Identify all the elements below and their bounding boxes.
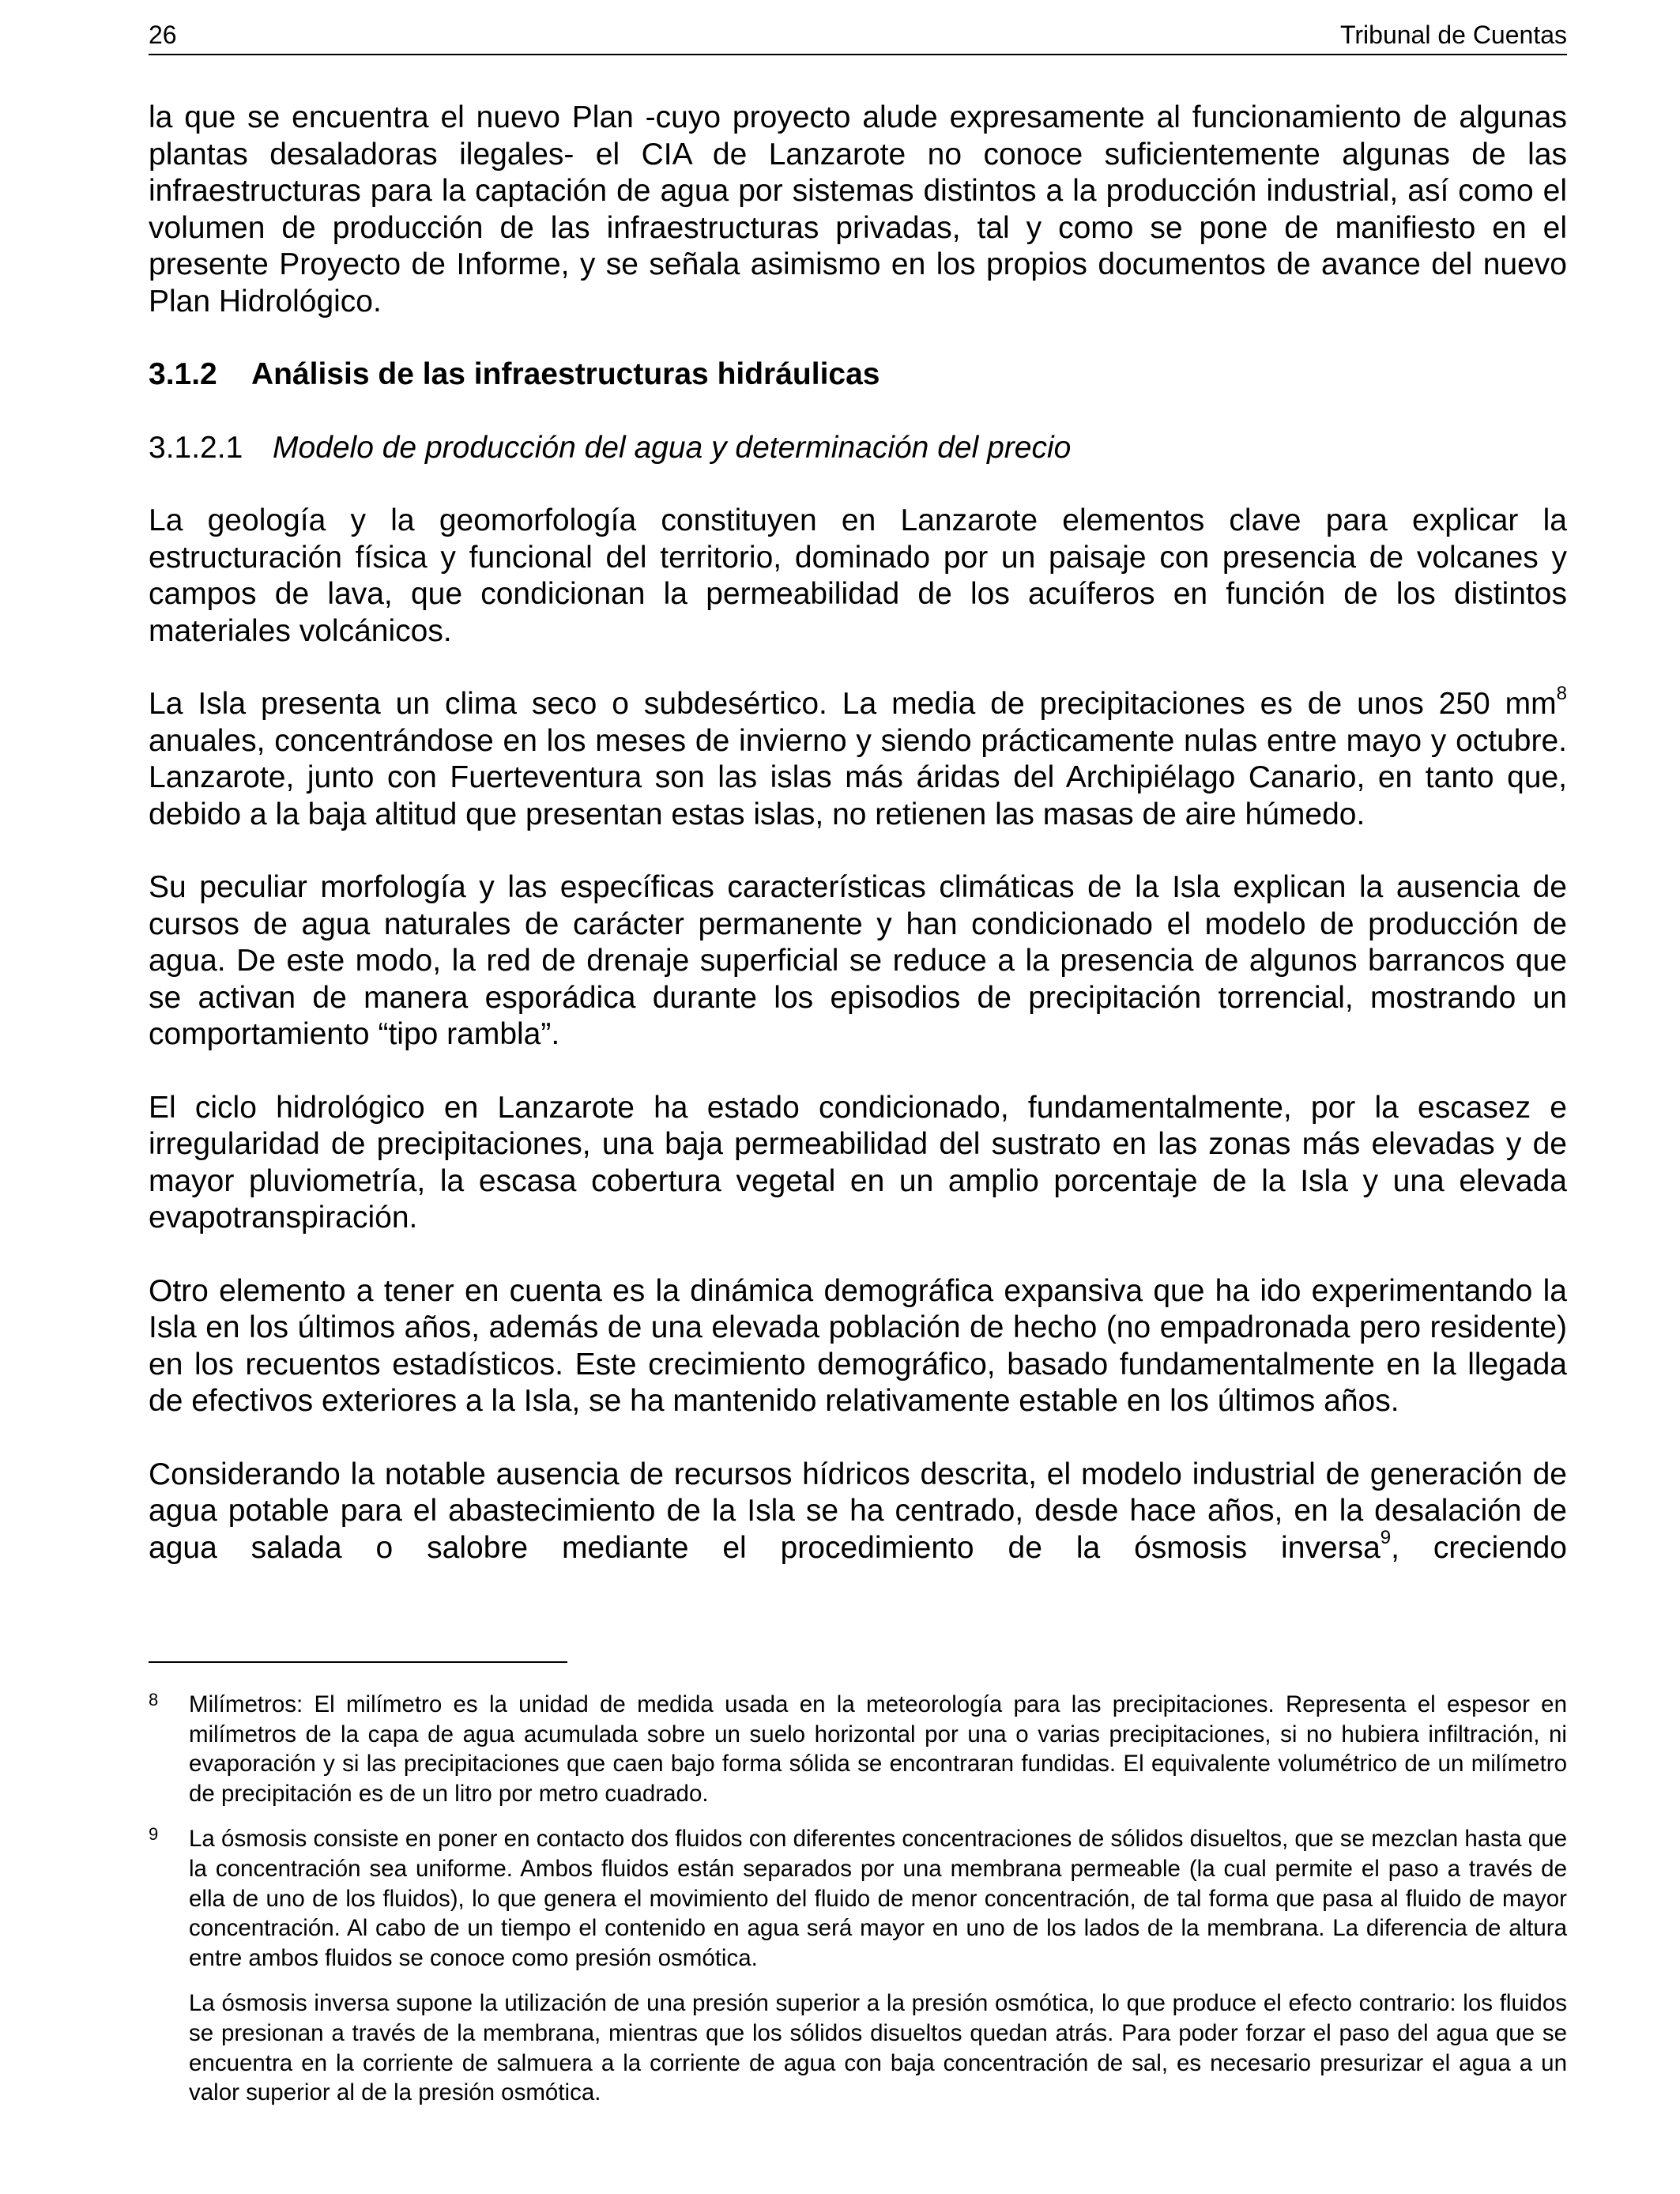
section-title: Análisis de las infraestructuras hidráulicas bbox=[251, 357, 880, 391]
footnote-9 bbox=[149, 1824, 1567, 2107]
footnote-9-text-1: La ósmosis consiste en poner en contacto dos fluidos con diferentes concentraciones de sólidos disueltos, que se mezclan hasta que la concentración sea uniforme. Ambos fluidos están separados por una membrana permeable (la cual permite el paso a través de ella de uno de los fluidos), lo que genera el movimiento del fluido de menor concentración, de tal forma que pasa al fluido de mayor concentración. Al cabo de un tiempo el contenido en agua será mayor en uno de los lados de la membrana. La diferencia de altura entre ambos fluidos se conoce como presión osmótica. bbox=[189, 1826, 1567, 1971]
paragraph-climate-text-2: anuales, concentrándose en los meses de invierno y siendo prácticamente nulas entre mayo y octubre. Lanzarote, junto con Fuerteventura son las islas más áridas del Archipiélago Canario, en tanto que, debido a la baja altitud que presentan estas islas, no retienen las masas de aire húmedo. bbox=[149, 723, 1567, 831]
paragraph-climate bbox=[149, 683, 1567, 833]
paragraph-desalination-text-1: Considerando la notable ausencia de recursos hídricos descrita, el modelo industrial de generación de agua potable para el abastecimiento de la Isla se ha centrado, desde hace años, en la desalación de agua salada o salobre mediante el procedimiento de la ósmosis inversa bbox=[149, 1457, 1567, 1565]
footnote-mark-9: 9 bbox=[149, 1824, 159, 1845]
paragraph-demography: Otro elemento a tener en cuenta es la dinámica demográfica expansiva que ha ido experimentando la Isla en los últimos años, además de una elevada población de hecho (no empadronada pero residente) en los recuentos estadísticos. Este crecimiento demográfico, basado fundamentalmente en la llegada de efectivos exteriores a la Isla, se ha mantenido relativamente estable en los últimos años. bbox=[149, 1273, 1567, 1418]
paragraph-continuation: la que se encuentra el nuevo Plan -cuyo proyecto alude expresamente al funcionamiento de algunas plantas desaladoras ilegales- el CIA de Lanzarote no conoce suficientemente algunas de las infraestructuras para la captación de agua por sistemas distintos a la producción industrial, así como el volumen de producción de las infraestructuras privadas, tal y como se pone de manifiesto en el presente Proyecto de Informe, y se señala asimismo en los propios documentos de avance del nuevo Plan Hidrológico. bbox=[149, 100, 1567, 319]
subsection-heading bbox=[149, 430, 1567, 467]
paragraph-desalination-text-2: , creciendo bbox=[1391, 1530, 1568, 1565]
page-header bbox=[149, 19, 1567, 55]
footnote-8-text: Milímetros: El milímetro es la unidad de medida usada en la meteorología para las precipitaciones. Representa el espesor en milímetros de la capa de agua acumulada sobre un suelo horizontal por una o varias precipitaciones, si no hubiera infiltración, ni evaporación y si las precipitaciones que caen bajo forma sólida se encontraran fundidas. El equivalente volumétrico de un milímetro de precipitación es de un litro por metro cuadrado. bbox=[189, 1691, 1567, 1807]
footnote-9-text-2: La ósmosis inversa supone la utilización de una presión superior a la presión osmótica, lo que produce el efecto contrario: los fluidos se presionan a través de la membrana, mientras que los sólidos disueltos quedan atrás. Para poder forzar el paso del agua que se encuentra en la corriente de salmuera a la corriente de agua con baja concentración de sal, es necesario presurizar el agua a un valor superior al de la presión osmótica. bbox=[189, 1990, 1567, 2106]
document-page bbox=[149, 0, 1567, 2194]
paragraph-geology: La geología y la geomorfología constituyen en Lanzarote elementos clave para explicar la estructuración física y funcional del territorio, dominado por un paisaje con presencia de volcanes y campos de lava, que condicionan la permeabilidad de los acuíferos en función de los distintos materiales volcánicos. bbox=[149, 503, 1567, 648]
paragraph-morphology: Su peculiar morfología y las específicas características climáticas de la Isla explican la ausencia de cursos de agua naturales de carácter permanente y han condicionado el modelo de producción de agua. De este modo, la red de drenaje superficial se reduce a la presencia de algunos barrancos que se activan de manera esporádica durante los episodios de precipitación torrencial, mostrando un comportamiento “tipo rambla”. bbox=[149, 870, 1567, 1051]
paragraph-desalination bbox=[149, 1457, 1567, 1567]
footnote-mark-8: 8 bbox=[149, 1690, 159, 1710]
paragraph-hydrological-cycle: El ciclo hidrológico en Lanzarote ha estado condicionado, fundamentalmente, por la escasez e irregularidad de precipitaciones, una baja permeabilidad del sustrato en las zonas más elevadas y de mayor pluviometría, la escasa cobertura vegetal en un amplio porcentaje de la Isla y una elevada evapotranspiración. bbox=[149, 1090, 1567, 1235]
footnotes bbox=[149, 1690, 1567, 2124]
page-number: 26 bbox=[149, 21, 177, 49]
footnote-separator bbox=[149, 1661, 567, 1663]
paragraph-climate-text-1: La Isla presenta un clima seco o subdesértico. La media de precipitaciones es de unos 250 mm bbox=[149, 687, 1557, 721]
body-text bbox=[149, 100, 1567, 1566]
footnote-8 bbox=[149, 1690, 1567, 1808]
section-number: 3.1.2 bbox=[149, 357, 217, 391]
footnote-ref-9[interactable]: 9 bbox=[1380, 1526, 1392, 1548]
running-title: Tribunal de Cuentas bbox=[1340, 21, 1567, 49]
footnote-ref-8[interactable]: 8 bbox=[1556, 683, 1567, 704]
subsection-title: Modelo de producción del agua y determinación del precio bbox=[273, 430, 1072, 465]
subsection-number: 3.1.2.1 bbox=[149, 430, 243, 465]
section-heading bbox=[149, 356, 1567, 394]
